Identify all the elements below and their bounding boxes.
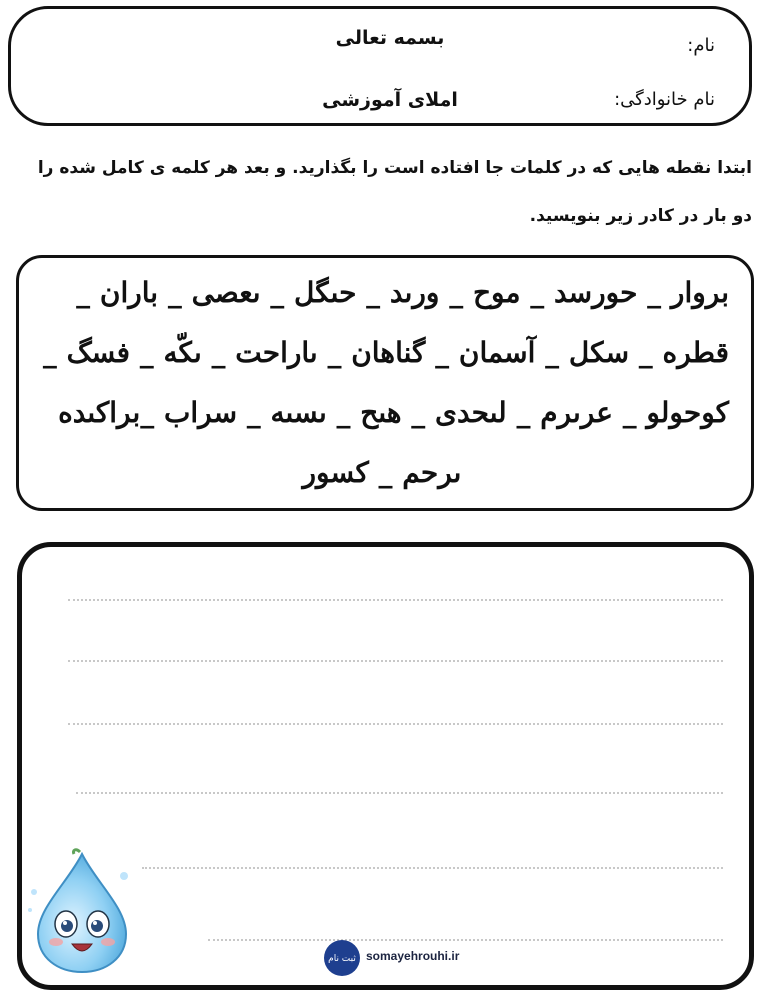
word-line-1: بروار _ حورسد _ موح _ ورىد _ حىگل _ ىعصى _ باران _	[76, 276, 729, 309]
instruction-line-2: دو بار در کادر زیر بنویسید.	[529, 206, 752, 226]
words-box	[16, 255, 754, 511]
name-label: نام:	[687, 35, 715, 56]
header-box	[8, 6, 752, 126]
writing-line	[68, 599, 723, 601]
page-subtitle: املای آموزشی	[322, 89, 458, 111]
site-link[interactable]: somayehrouhi.ir	[366, 949, 460, 963]
word-line-3: كوحولو _ عرىرم _ لىحدى _ هىح _ ىسىه _ سراب _براكىده	[58, 396, 729, 429]
logo-icon	[324, 940, 360, 976]
writing-line	[68, 723, 723, 725]
footer-brand[interactable]	[324, 938, 484, 978]
writing-line	[76, 792, 723, 794]
family-name-label: نام خانوادگی:	[614, 89, 715, 110]
instruction-line-1: ابتدا نقطه هایی که در کلمات جا افتاده است را بگذارید. و بعد هر کلمه ی کامل شده را	[37, 158, 752, 178]
page-title: بسمه تعالی	[335, 27, 445, 49]
writing-line	[68, 660, 723, 662]
instructions	[12, 144, 752, 240]
word-line-4: ىرحم _ كسور	[302, 456, 462, 489]
word-line-2: قطره _ سكل _ آسمان _ گناهان _ ىاراحت _ ىكّه _ فسگ _	[42, 336, 729, 369]
logo-text: ثبت نام	[328, 954, 356, 964]
writing-line	[142, 867, 723, 869]
water-drop-mascot-icon	[22, 846, 142, 976]
